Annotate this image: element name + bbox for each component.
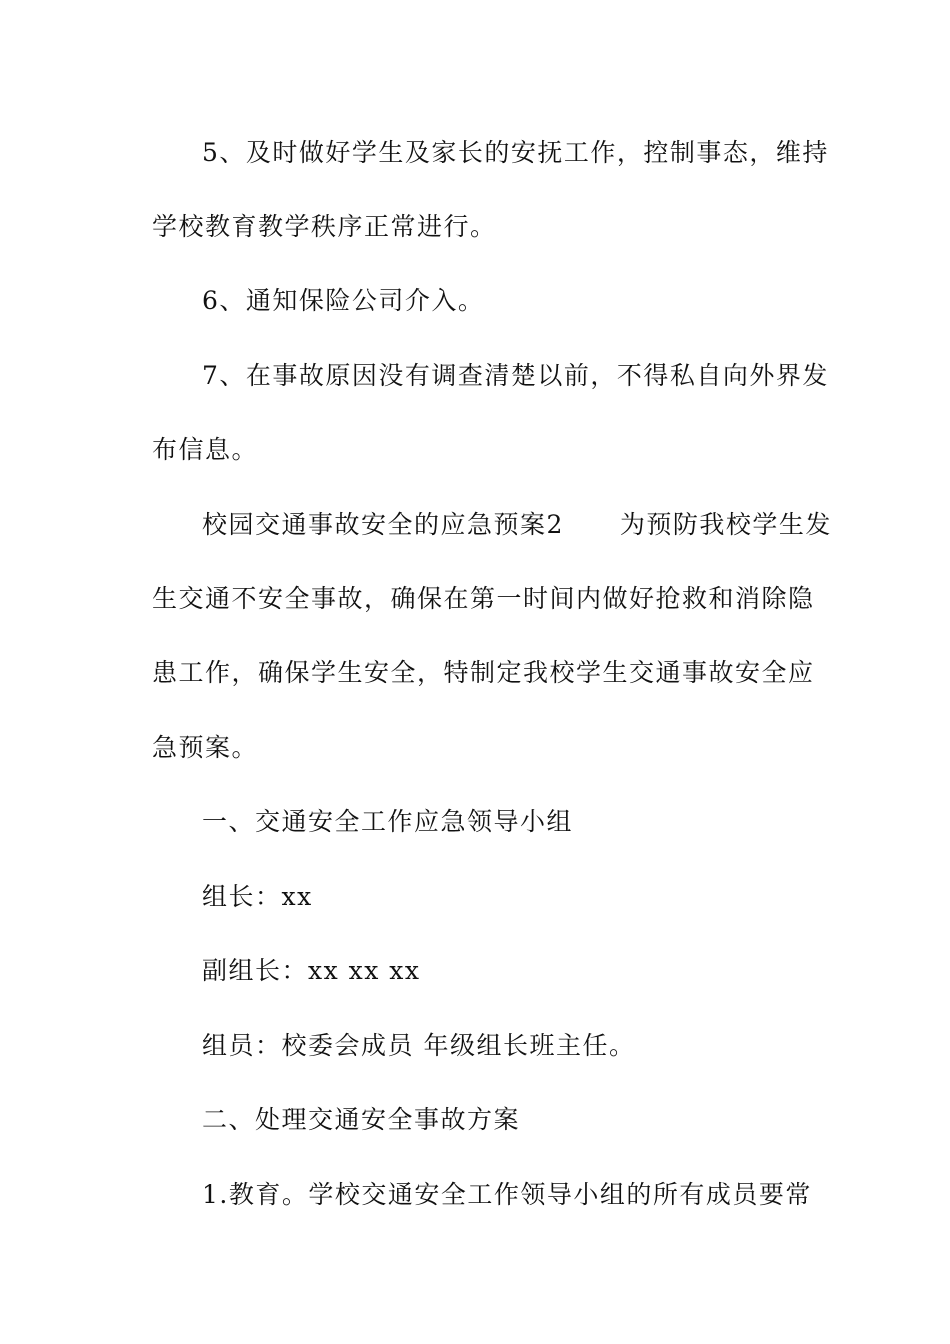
intro-line-3: 患工作，确保学生安全，特制定我校学生交通事故安全应	[152, 658, 815, 687]
group-leader: 组长：xx	[202, 882, 313, 911]
paragraph-5-line-1: 5、及时做好学生及家长的安抚工作，控制事态，维持	[202, 138, 829, 167]
deputy-leaders: 副组长：xx xx xx	[202, 956, 421, 985]
intro-line-4: 急预案。	[152, 733, 259, 762]
intro-line-2: 生交通不安全事故，确保在第一时间内做好抢救和消除隐	[152, 584, 815, 613]
paragraph-7-line-1: 7、在事故原因没有调查清楚以前，不得私自向外界发	[202, 361, 829, 390]
paragraph-7-line-2: 布信息。	[152, 435, 259, 464]
item-education: 1.教育。学校交通安全工作领导小组的所有成员要常	[202, 1180, 812, 1209]
intro-line-1: 为预防我校学生发	[619, 510, 832, 539]
section-heading-line	[202, 509, 832, 541]
group-members: 组员：校委会成员 年级组长班主任。	[202, 1031, 636, 1060]
paragraph-6: 6、通知保险公司介入。	[202, 286, 485, 315]
heading-handling-plan: 二、处理交通安全事故方案	[202, 1105, 521, 1134]
section-title: 校园交通事故安全的应急预案2	[202, 510, 564, 539]
paragraph-5-line-2: 学校教育教学秩序正常进行。	[152, 212, 497, 241]
heading-leadership-group: 一、交通安全工作应急领导小组	[202, 807, 574, 836]
